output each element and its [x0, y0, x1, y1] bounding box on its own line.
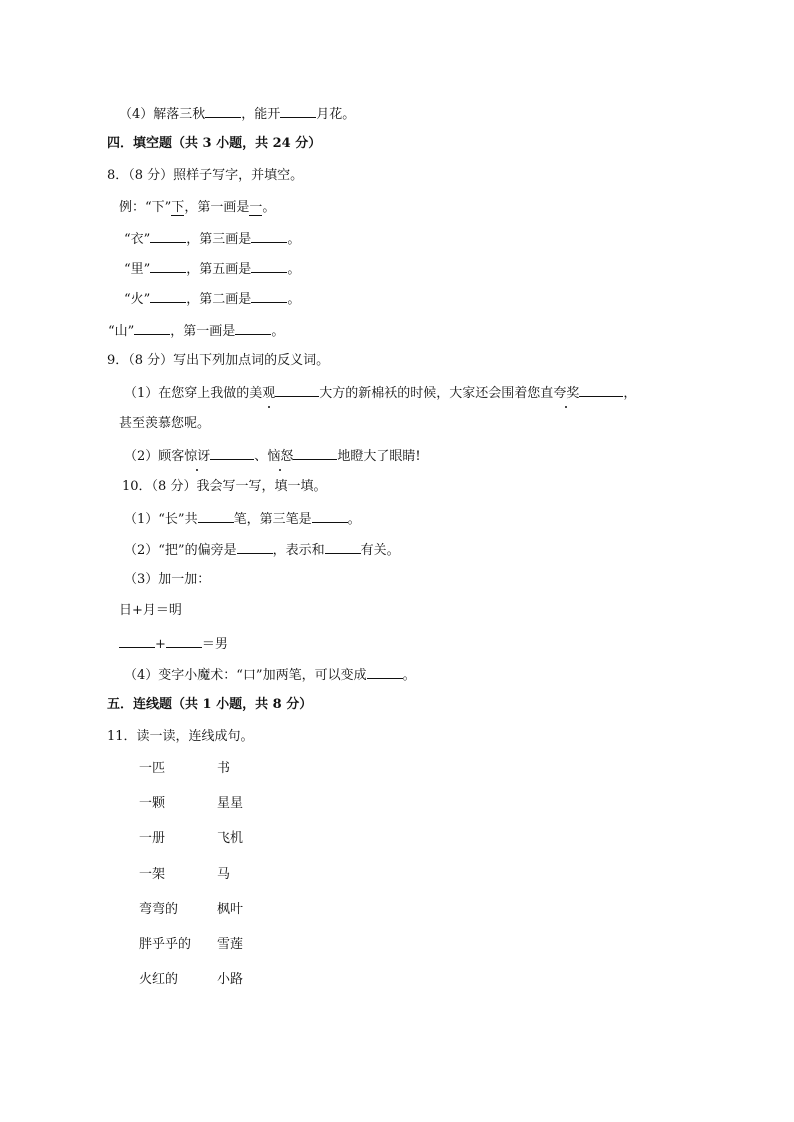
answer-blank[interactable]	[150, 289, 186, 303]
answer-blank[interactable]	[251, 289, 287, 303]
example-char: 下	[171, 200, 185, 215]
answer-blank[interactable]	[166, 634, 202, 648]
q8-row-4: “山” ，第一画是 。	[108, 321, 284, 341]
q10-equation-1: 日+月＝明	[119, 603, 182, 618]
dotted-word: 恼怒	[267, 449, 294, 464]
answer-blank[interactable]	[312, 509, 348, 523]
q10-part4: （4）变字小魔术：“口”加两笔，可以变成 。	[124, 665, 416, 685]
example-answer: 一	[249, 200, 263, 215]
dotted-word: 惊讶	[184, 449, 211, 464]
q10-title: 10．（8 分）我会写一写，填一填。	[122, 479, 327, 494]
q8-row-3: “火” ，第二画是 。	[124, 289, 300, 309]
answer-blank[interactable]	[367, 665, 403, 679]
match-left-item[interactable]: 一架	[139, 867, 166, 882]
dotted-word: 观	[262, 386, 276, 401]
match-right-item[interactable]: 书	[217, 761, 231, 776]
answer-blank[interactable]	[280, 104, 316, 118]
q10-part1: （1）“长”共 笔，第三笔是 。	[124, 509, 361, 529]
q9-part1: （1）在您穿上我做的美观 大方的新棉袄的时候，大家还会围着您直夸奖 ，	[124, 383, 636, 403]
match-left-item[interactable]: 一匹	[139, 761, 166, 776]
match-left-item[interactable]: 弯弯的	[139, 902, 179, 917]
q8-row-1: “衣” ，第三画是 。	[124, 229, 300, 249]
answer-blank[interactable]	[579, 383, 623, 397]
answer-blank[interactable]	[150, 229, 186, 243]
match-right-item[interactable]: 小路	[217, 972, 244, 987]
q11-title: 11．读一读，连线成句。	[107, 729, 254, 744]
q9-part1-cont: 甚至羡慕您呢。	[119, 416, 211, 431]
answer-blank[interactable]	[210, 446, 254, 460]
match-right-item[interactable]: 飞机	[217, 831, 244, 846]
answer-blank[interactable]	[293, 446, 337, 460]
dotted-word: 夸奖	[553, 386, 580, 401]
answer-blank[interactable]	[237, 540, 273, 554]
match-right-item[interactable]: 雪莲	[217, 937, 244, 952]
q8-example: 例：“下”下，第一画是一。	[119, 200, 276, 215]
answer-blank[interactable]	[275, 383, 319, 397]
answer-blank[interactable]	[119, 634, 155, 648]
q9-part2: （2）顾客惊讶 、恼怒 地瞪大了眼睛!	[124, 446, 421, 466]
answer-blank[interactable]	[205, 104, 241, 118]
match-right-item[interactable]: 马	[217, 867, 231, 882]
answer-blank[interactable]	[251, 259, 287, 273]
q10-part3: （3）加一加：	[124, 572, 211, 587]
q9-title: 9．（8 分）写出下列加点词的反义词。	[107, 353, 330, 368]
match-left-item[interactable]: 一颗	[139, 796, 166, 811]
q8-title: 8．（8 分）照样子写字，并填空。	[107, 168, 304, 183]
answer-blank[interactable]	[150, 259, 186, 273]
answer-blank[interactable]	[134, 321, 170, 335]
answer-blank[interactable]	[198, 509, 234, 523]
answer-blank[interactable]	[251, 229, 287, 243]
match-left-item[interactable]: 胖乎乎的	[139, 937, 192, 952]
q7-part4: （4）解落三秋 ，能开 月花。	[119, 104, 355, 124]
match-right-item[interactable]: 星星	[217, 796, 244, 811]
match-right-item[interactable]: 枫叶	[217, 902, 244, 917]
answer-blank[interactable]	[235, 321, 271, 335]
match-left-item[interactable]: 一册	[139, 831, 166, 846]
match-left-item[interactable]: 火红的	[139, 972, 179, 987]
q8-row-2: “里” ，第五画是 。	[124, 259, 300, 279]
q10-part2: （2）“把”的偏旁是 ，表示和 有关。	[124, 540, 400, 560]
section-5-title: 五．连线题（共 1 小题，共 8 分）	[107, 697, 313, 712]
answer-blank[interactable]	[325, 540, 361, 554]
section-4-title: 四．填空题（共 3 小题，共 24 分）	[107, 136, 322, 151]
q10-equation-2: + ＝男	[119, 634, 228, 654]
